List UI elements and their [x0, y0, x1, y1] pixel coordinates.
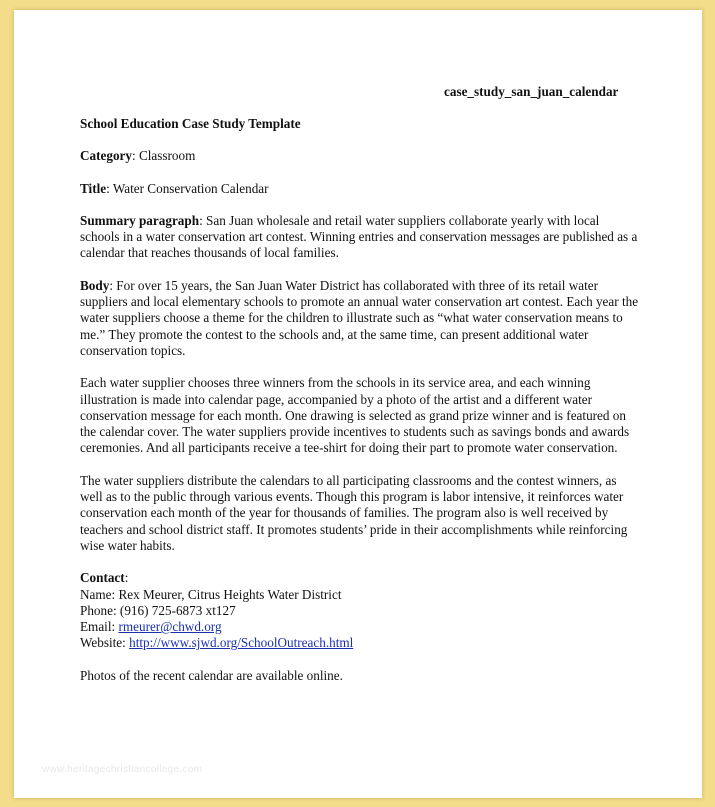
email-link[interactable]: rmeurer@chwd.org [118, 619, 222, 635]
document-page [14, 10, 702, 798]
contact-name: Name: Rex Meurer, Citrus Heights Water District [80, 586, 342, 602]
contact-phone: Phone: (916) 725-6873 xt127 [80, 602, 236, 618]
contact-website-line [80, 635, 640, 651]
closing-line: Photos of the recent calendar are available online. [80, 667, 343, 683]
summary-label: Summary paragraph [80, 212, 200, 228]
winners-paragraph: Each water supplier chooses three winners from the schools in its service area, and each winning illustration is made into calendar page, accompanied by a photo of the artist and a different water conservation message for each month. One drawing is selected as grand prize winner and is featured on the calendar cover. The water suppliers provide incentives to students such as savings bonds and awards ceremonies. And all participants receive a tee-shirt for doing their part to promote water conservation. [80, 375, 630, 456]
title-label: Title [80, 180, 107, 196]
contact-block [80, 570, 640, 651]
contact-colon: : [124, 570, 129, 586]
body-label: Body [80, 277, 110, 293]
summary-paragraph [80, 213, 640, 262]
category-line [80, 148, 640, 164]
heading-text: School Education Case Study Template [80, 116, 301, 131]
email-label: Email: [80, 619, 119, 635]
title-line [80, 181, 640, 197]
body-text: : For over 15 years, the San Juan Water District has collaborated with three of its retail water suppliers and local elementary schools to promote an annual water conservation art contest. Each year the water suppliers choose a theme for the children to illustrate such as “what water conservation means to me.” They promote the contest to the schools and, at the same time, can present additional water conservation topics. [80, 277, 639, 358]
contact-email-line [80, 619, 640, 635]
title-value: : Water Conservation Calendar [106, 180, 269, 196]
contact-heading [80, 570, 640, 586]
summary-text: : San Juan wholesale and retail water suppliers collaborate yearly with local schools in a water conservation art contest. Winning entries and conservation messages are published as a calendar that reaches thousands of local families. [80, 212, 638, 261]
category-value: : Classroom [132, 148, 196, 164]
document-filename: case_study_san_juan_calendar [444, 84, 619, 99]
category-label: Category [80, 148, 132, 164]
website-link[interactable]: http://www.sjwd.org/SchoolOutreach.html [129, 635, 354, 651]
distribution-paragraph: The water suppliers distribute the calendars to all participating classrooms and the contest winners, as well as to the public through various events. Though this program is labor intensive, it reinforces water conservation each month of the year for thousands of families. The program also is well received by teachers and school district staff. It promotes students’ pride in their accomplishments while reinforcing wise water habits. [80, 472, 628, 553]
watermark-text: www.heritagechristiancollege.com [42, 764, 203, 775]
website-label: Website: [80, 635, 130, 651]
contact-label: Contact [80, 570, 125, 586]
body-paragraph [80, 278, 640, 359]
document-heading [80, 116, 640, 132]
document-body [80, 80, 640, 684]
